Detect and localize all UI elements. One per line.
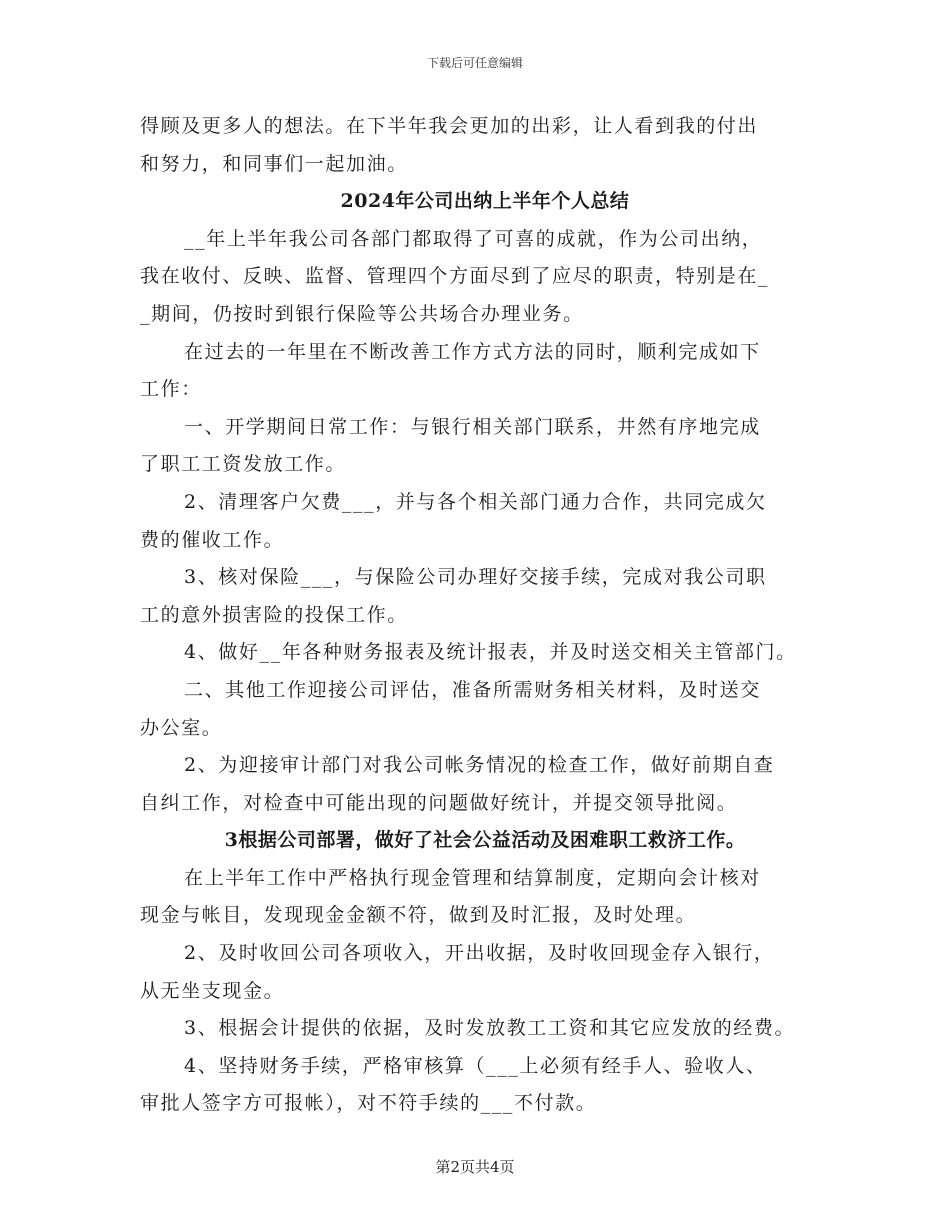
paragraph-line: 办公室。 [140, 716, 223, 739]
page-header-note: 下载后可任意编辑 [426, 56, 523, 70]
paragraph-line: 工作： [140, 378, 202, 401]
paragraph-line: 4、做好__年各种财务报表及统计报表，并及时送交相关主管部门。 [184, 641, 797, 664]
paragraph-line: 在上半年工作中严格执行现金管理和结算制度，定期向会计核对 [184, 866, 761, 889]
paragraph-line: 我在收付、反映、监督、管理四个方面尽到了应尽的职责，特别是在_ [140, 265, 770, 288]
document-body [140, 108, 830, 1123]
paragraph-line: 2、清理客户欠费___，并与各个相关部门通力合作，共同完成欠 [184, 490, 767, 513]
paragraph-line: 一、开学期间日常工作：与银行相关部门联系，井然有序地完成 [184, 415, 761, 438]
paragraph-line: 2、及时收回公司各项收入，开出收据，及时收回现金存入银行， [184, 942, 775, 965]
document-title: 2024年公司出纳上半年个人总结 [340, 190, 630, 213]
paragraph-line: 自纠工作，对检查中可能出现的问题做好统计，并提交领导批阅。 [140, 791, 738, 814]
paragraph-line: 在过去的一年里在不断改善工作方式方法的同时，顺利完成如下 [184, 340, 761, 363]
paragraph-line: 现金与帐目，发现现金金额不符，做到及时汇报，及时处理。 [140, 904, 697, 927]
paragraph-line: __年上半年我公司各部门都取得了可喜的成就，作为公司出纳， [184, 227, 763, 250]
paragraph-line: 从无坐支现金。 [140, 979, 285, 1002]
paragraph-line: 费的催收工作。 [140, 528, 285, 551]
paragraph-line: 了职工工资发放工作。 [140, 453, 347, 476]
paragraph-line: 3、核对保险___，与保险公司办理好交接手续，完成对我公司职 [184, 566, 767, 589]
paragraph-line: _期间，仍按时到银行保险等公共场合办理业务。 [140, 302, 584, 325]
paragraph-line: 工的意外损害险的投保工作。 [140, 603, 408, 626]
paragraph-line: 和努力，和同事们一起加油。 [140, 152, 408, 175]
paragraph-line: 得顾及更多人的想法。在下半年我会更加的出彩，让人看到我的付出 [140, 115, 759, 137]
paragraph-line: 2、为迎接审计部门对我公司帐务情况的检查工作，做好前期自查 [184, 754, 775, 777]
section-heading: 3根据公司部署，做好了社会公益活动及困难职工救济工作。 [224, 829, 746, 852]
paragraph-line: 二、其他工作迎接公司评估，准备所需财务相关材料，及时送交 [184, 678, 761, 701]
paragraph-line: 3、根据会计提供的依据，及时发放教工工资和其它应发放的经费。 [184, 1017, 796, 1040]
page-footer-number: 第2页共4页 [435, 1158, 515, 1176]
paragraph-line: 审批人签字方可报帐），对不符手续的___不付款。 [140, 1092, 597, 1115]
paragraph-line: 4、坚持财务手续，严格审核算（___上必须有经手人、验收人、 [184, 1054, 767, 1077]
